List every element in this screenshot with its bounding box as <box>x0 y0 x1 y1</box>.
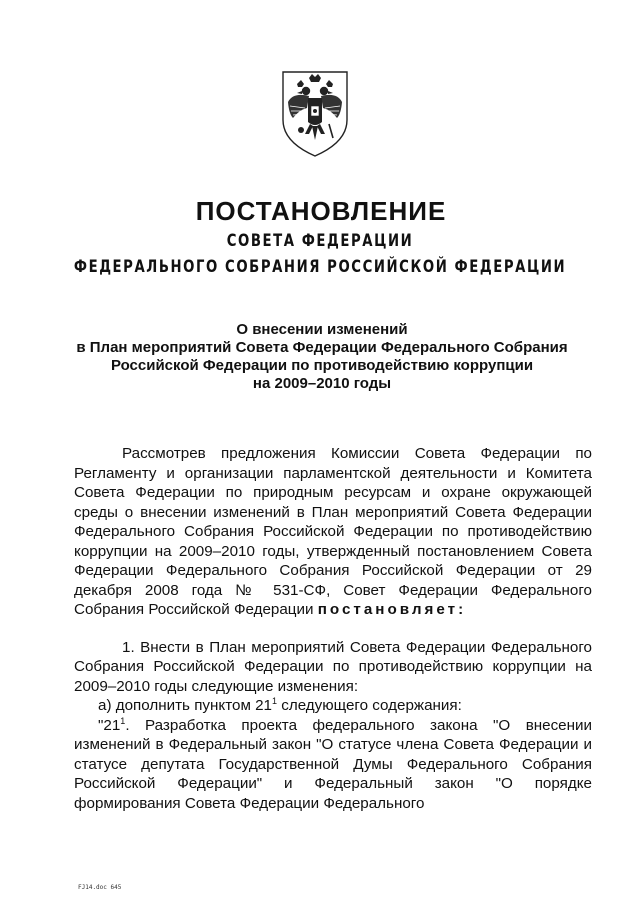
coat-of-arms-icon <box>279 68 351 160</box>
item-1a-suffix: следующего содержания: <box>277 697 462 714</box>
issuing-body-line-1: СОВЕТА ФЕДЕРАЦИИ <box>226 231 414 251</box>
item-1-paragraph: 1. Внести в План мероприятий Совета Федерации Федерального Собрания Российской Федерации по противодействию коррупции на 2009–2010 годы следующие изменения: <box>74 638 592 695</box>
document-header <box>0 196 640 280</box>
quote-superscript: 1 <box>120 715 126 726</box>
preamble-paragraph <box>74 444 592 620</box>
quoted-item-paragraph <box>74 716 592 814</box>
item-1a-prefix: а) дополнить пунктом 21 <box>98 697 272 714</box>
subject-line-3: Российской Федерации по противодействию коррупции <box>110 357 534 374</box>
preamble-text: Рассмотрев предложения Комиссии Совета Федерации по Регламенту и организации парламентской деятельности и Комитета Совета Федерации по природным ресурсам и охране окружающей среды о внесении изменений в План мероприятий Совета Федерации Федерального Собрания Российской Федерации по противодействию коррупции на 2009–2010 годы, утвержденный постановлением Совета Федерации Федерального Собрания Российской Федерации от 29 декабря 2008 года № 531-СФ, Совет Федерации Федерального Собрания Российской Федерации <box>74 445 592 618</box>
file-code-footer: FJ14.doc 645 <box>78 884 122 891</box>
document-type-title: ПОСТАНОВЛЕНИЕ <box>195 196 447 226</box>
quote-text: . Разработка проекта федерального закона "О внесении изменений в Федеральный закон "О статусе члена Совета Федерации и статусе депутата Государственной Думы Федерального Собрания Российской Федерации" и Федеральный закон "О порядке формирования Совета Федерации Федерального <box>74 716 592 812</box>
document-subject <box>40 321 604 393</box>
subject-line-4: на 2009–2010 годы <box>252 375 392 392</box>
document-body <box>74 444 592 813</box>
item-1a-line <box>74 696 592 716</box>
item-1a-superscript: 1 <box>272 695 278 706</box>
subject-line-1: О внесении изменений <box>236 321 408 338</box>
issuing-body-line-2: ФЕДЕРАЛЬНОГО СОБРАНИЯ РОССИЙСКОЙ ФЕДЕРАЦИИ <box>73 257 567 277</box>
decree-word: постановляет: <box>317 601 467 618</box>
subject-line-2: в План мероприятий Совета Федерации Федерального Собрания <box>76 339 568 356</box>
quote-prefix: "21 <box>98 716 121 734</box>
